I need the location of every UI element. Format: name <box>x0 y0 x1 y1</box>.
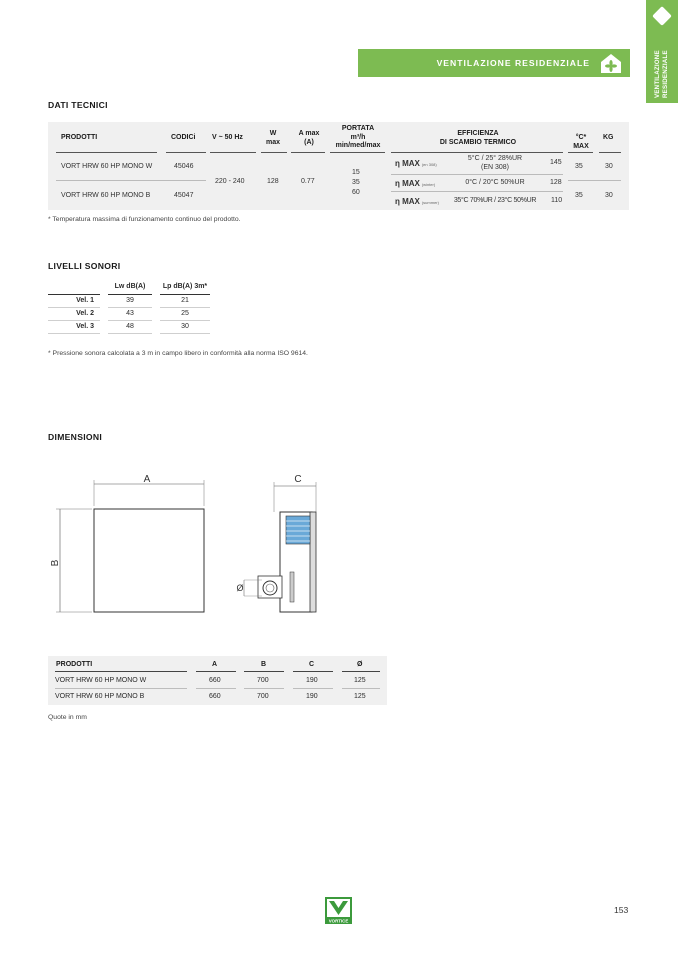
header-b: B <box>261 661 267 668</box>
svg-text:VORTICE: VORTICE <box>328 918 349 924</box>
table-row: Vel. 1 39 21 <box>48 295 210 308</box>
watt-value: 128 <box>267 178 279 185</box>
house-fan-icon <box>600 52 622 74</box>
efficiency-condition: 0°C / 20°C 50%UR <box>465 179 525 186</box>
amax-value: 0.77 <box>301 178 315 185</box>
voltage-value: 220 - 240 <box>215 178 245 185</box>
side-tab <box>646 0 678 103</box>
efficiency-label: η MAX (summer) <box>395 197 439 206</box>
dimension-label-phi: Ø <box>236 583 244 593</box>
dimensioni-title: DIMENSIONI <box>48 432 103 442</box>
dimensions-table <box>48 656 387 705</box>
vortice-logo <box>325 897 352 924</box>
header-voltage: V ~ 50 Hz <box>212 134 243 141</box>
header-temp: °C* MAX <box>573 134 589 150</box>
dimension-label-c: C <box>294 474 302 485</box>
header-watt: W max <box>265 130 280 146</box>
technical-data-table <box>48 122 629 210</box>
kg-value: 30 <box>605 192 613 199</box>
product-code: 45046 <box>174 163 194 170</box>
product-code: 45047 <box>174 192 194 199</box>
portata-values: 15 35 60 <box>352 169 360 196</box>
banner-title: VENTILAZIONE RESIDENZIALE <box>436 58 590 68</box>
product-name: VORT HRW 60 HP MONO B <box>55 693 145 700</box>
header-c: C <box>309 661 315 668</box>
sound-levels-table <box>48 280 210 334</box>
efficiency-condition: 35°C 70%UR / 23°C 50%UR <box>453 197 537 204</box>
efficiency-condition: 5°C / 25° 28%UR (EN 308) <box>467 155 523 171</box>
efficiency-value: 110 <box>551 197 563 204</box>
product-name: VORT HRW 60 HP MONO B <box>61 192 151 199</box>
header-portata: PORTATA m³/h min/med/max <box>335 125 381 149</box>
temp-value: 35 <box>575 192 583 199</box>
section-banner <box>358 49 630 77</box>
dimension-drawing <box>40 468 330 628</box>
dim-c: 190 <box>306 693 318 700</box>
dim-phi: 125 <box>354 693 366 700</box>
table-row: Vel. 2 43 25 <box>48 308 210 321</box>
efficiency-value: 128 <box>550 179 562 186</box>
product-name: VORT HRW 60 HP MONO W <box>61 163 153 170</box>
dati-tecnici-note: * Temperatura massima di funzionamento continuo del prodotto. <box>48 216 241 223</box>
page-number: 153 <box>614 905 629 915</box>
efficiency-value: 145 <box>550 159 562 166</box>
kg-value: 30 <box>605 163 613 170</box>
header-prodotti: PRODOTTI <box>56 661 93 668</box>
header-a: A <box>212 661 218 668</box>
dim-a: 660 <box>209 693 221 700</box>
dim-b: 700 <box>257 677 269 684</box>
product-name: VORT HRW 60 HP MONO W <box>55 677 147 684</box>
header-prodotti: PRODOTTI <box>61 134 98 141</box>
table-row: Vel. 3 48 30 <box>48 321 210 334</box>
efficiency-label: η MAX (en 308) <box>395 159 437 168</box>
dati-tecnici-title: DATI TECNICI <box>48 100 108 110</box>
fan-logo-icon <box>652 6 672 26</box>
header-lp: Lp dB(A) 3m* <box>160 280 210 295</box>
temp-value: 35 <box>575 163 583 170</box>
dimension-label-b: B <box>50 559 61 567</box>
side-tab-label: VENTILAZIONE RESIDENZIALE <box>654 50 669 98</box>
dim-b: 700 <box>257 693 269 700</box>
dim-c: 190 <box>306 677 318 684</box>
header-codici: CODICi <box>171 134 196 141</box>
header-amax: A max (A) <box>298 130 320 146</box>
livelli-sonori-title: LIVELLI SONORI <box>48 261 121 271</box>
dim-a: 660 <box>209 677 221 684</box>
header-lw: Lw dB(A) <box>108 280 152 295</box>
header-phi: Ø <box>357 661 363 668</box>
efficiency-label: η MAX (winter) <box>395 179 436 188</box>
header-efficienza: EFFICIENZA DI SCAMBIO TERMICO <box>439 130 517 146</box>
header-kg: KG <box>603 134 614 141</box>
livelli-sonori-note: * Pressione sonora calcolata a 3 m in campo libero in conformità alla norma ISO 9614. <box>48 350 308 357</box>
dimensioni-note: Quote in mm <box>48 714 87 721</box>
dim-phi: 125 <box>354 677 366 684</box>
dimension-label-a: A <box>143 474 151 485</box>
